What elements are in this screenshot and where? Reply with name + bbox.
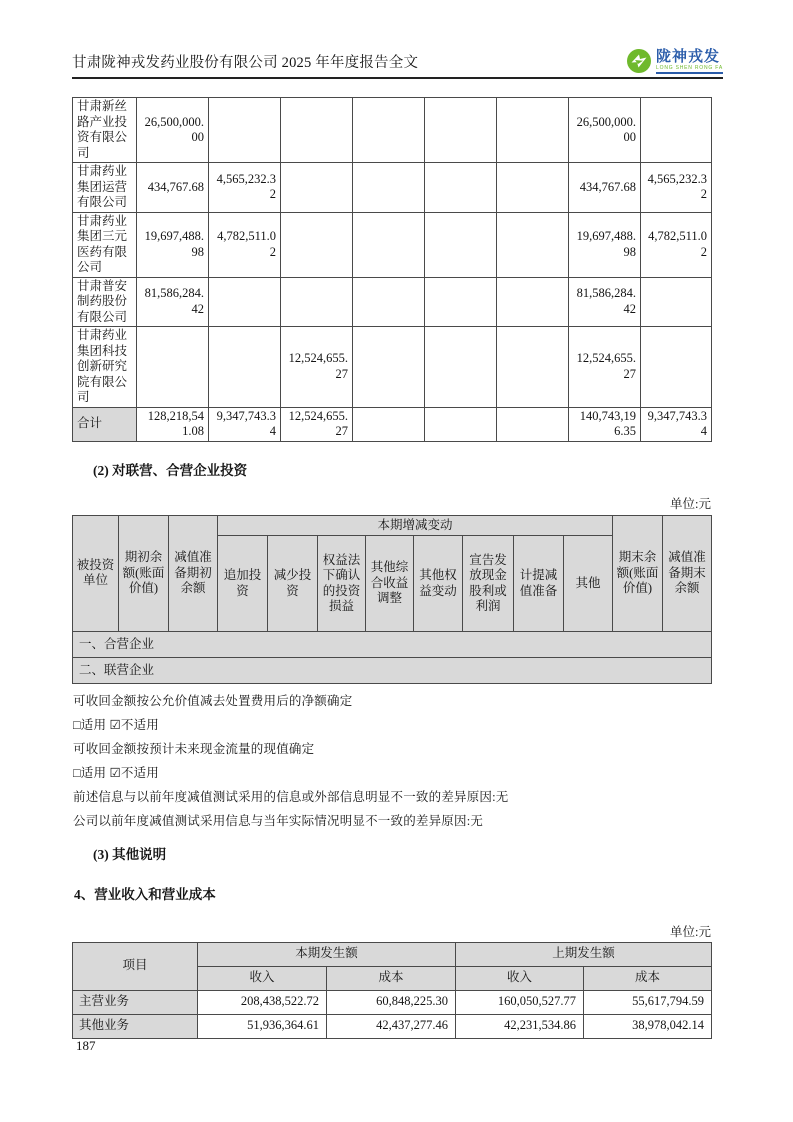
column-header: 被投资单位 bbox=[73, 515, 119, 632]
column-header: 成本 bbox=[327, 966, 456, 990]
amount-cell bbox=[497, 212, 569, 277]
table-row bbox=[73, 277, 712, 327]
column-header: 减值准备期初余额 bbox=[169, 515, 218, 632]
amount-cell bbox=[425, 407, 497, 441]
notes-block bbox=[73, 694, 793, 830]
total-label-cell: 合计 bbox=[73, 407, 137, 441]
column-header: 宣告发放现金股利或利润 bbox=[463, 536, 514, 632]
investee-name-cell: 甘肃新丝路产业投资有限公司 bbox=[73, 98, 137, 163]
amount-cell: 12,524,655.27 bbox=[569, 327, 641, 408]
amount-cell: 81,586,284.42 bbox=[137, 277, 209, 327]
amount-cell bbox=[425, 277, 497, 327]
column-header: 期末余额(账面价值) bbox=[613, 515, 663, 632]
amount-cell: 4,782,511.02 bbox=[209, 212, 281, 277]
amount-cell: 434,767.68 bbox=[569, 163, 641, 213]
column-header: 减值准备期末余额 bbox=[663, 515, 712, 632]
amount-cell bbox=[353, 163, 425, 213]
investee-name-cell: 甘肃药业集团科技创新研究院有限公司 bbox=[73, 327, 137, 408]
amount-cell: 12,524,655.27 bbox=[281, 407, 353, 441]
amount-cell bbox=[353, 277, 425, 327]
column-header: 收入 bbox=[456, 966, 584, 990]
amount-cell bbox=[353, 98, 425, 163]
amount-cell bbox=[281, 98, 353, 163]
table-row bbox=[73, 163, 712, 213]
table-row bbox=[73, 1014, 712, 1038]
note-line: 可收回金额按公允价值减去处置费用后的净额确定 bbox=[73, 694, 353, 708]
amount-cell bbox=[281, 212, 353, 277]
logo-text-en: LONG SHEN RONG FA bbox=[656, 64, 723, 71]
amount-cell: 128,218,541.08 bbox=[137, 407, 209, 441]
note-line-checkbox: □适用 ☑不适用 bbox=[73, 718, 159, 732]
table-header-row bbox=[73, 942, 712, 966]
amount-cell: 38,978,042.14 bbox=[584, 1014, 712, 1038]
amount-cell bbox=[497, 163, 569, 213]
category-label: 一、合营企业 bbox=[73, 632, 712, 658]
column-header: 项目 bbox=[73, 942, 198, 990]
amount-cell: 9,347,743.34 bbox=[641, 407, 712, 441]
table-header-row bbox=[73, 515, 712, 536]
column-header: 其他 bbox=[564, 536, 613, 632]
amount-cell bbox=[641, 327, 712, 408]
logo-bird-icon bbox=[626, 48, 652, 74]
column-header: 其他权益变动 bbox=[414, 536, 463, 632]
amount-cell: 4,565,232.32 bbox=[209, 163, 281, 213]
investee-name-cell: 甘肃药业集团运营有限公司 bbox=[73, 163, 137, 213]
category-row bbox=[73, 632, 712, 658]
amount-cell: 4,565,232.32 bbox=[641, 163, 712, 213]
amount-cell bbox=[641, 277, 712, 327]
amount-cell: 42,437,277.46 bbox=[327, 1014, 456, 1038]
unit-label: 单位:元 bbox=[670, 496, 711, 511]
page-content bbox=[0, 77, 793, 1039]
column-group-header: 本期发生额 bbox=[198, 942, 456, 966]
amount-cell bbox=[353, 407, 425, 441]
section-heading-other-notes: (3) 其他说明 bbox=[93, 846, 167, 862]
revenue-cost-table bbox=[72, 942, 712, 1039]
table-row bbox=[73, 327, 712, 408]
amount-cell: 55,617,794.59 bbox=[584, 990, 712, 1014]
amount-cell: 160,050,527.77 bbox=[456, 990, 584, 1014]
amount-cell: 19,697,488.98 bbox=[137, 212, 209, 277]
section-heading-joint-venture: (2) 对联营、合营企业投资 bbox=[93, 462, 248, 478]
amount-cell bbox=[353, 327, 425, 408]
note-line: 前述信息与以前年度减值测试采用的信息或外部信息明显不一致的差异原因:无 bbox=[73, 790, 509, 804]
category-label: 二、联营企业 bbox=[73, 658, 712, 684]
amount-cell: 9,347,743.34 bbox=[209, 407, 281, 441]
column-header: 计提减值准备 bbox=[514, 536, 564, 632]
amount-cell: 26,500,000.00 bbox=[137, 98, 209, 163]
row-label: 主营业务 bbox=[73, 990, 198, 1014]
amount-cell bbox=[497, 407, 569, 441]
column-header: 权益法下确认的投资损益 bbox=[318, 536, 366, 632]
investee-name-cell: 甘肃普安制药股份有限公司 bbox=[73, 277, 137, 327]
amount-cell bbox=[137, 327, 209, 408]
category-row bbox=[73, 658, 712, 684]
amount-cell bbox=[281, 277, 353, 327]
column-header: 追加投资 bbox=[218, 536, 268, 632]
amount-cell: 12,524,655.27 bbox=[281, 327, 353, 408]
amount-cell: 140,743,196.35 bbox=[569, 407, 641, 441]
amount-cell: 208,438,522.72 bbox=[198, 990, 327, 1014]
amount-cell bbox=[425, 163, 497, 213]
amount-cell: 60,848,225.30 bbox=[327, 990, 456, 1014]
amount-cell bbox=[209, 277, 281, 327]
joint-venture-table bbox=[72, 515, 712, 685]
note-line: 公司以前年度减值测试采用信息与当年实际情况明显不一致的差异原因:无 bbox=[73, 814, 484, 828]
logo-text bbox=[656, 49, 723, 74]
amount-cell bbox=[425, 327, 497, 408]
column-header: 其他综合收益调整 bbox=[366, 536, 414, 632]
table-row bbox=[73, 212, 712, 277]
amount-cell: 42,231,534.86 bbox=[456, 1014, 584, 1038]
amount-cell: 51,936,364.61 bbox=[198, 1014, 327, 1038]
amount-cell bbox=[425, 98, 497, 163]
table-row bbox=[73, 98, 712, 163]
column-group-header: 上期发生额 bbox=[456, 942, 712, 966]
page-number: 187 bbox=[76, 1038, 96, 1053]
amount-cell bbox=[425, 212, 497, 277]
amount-cell bbox=[281, 163, 353, 213]
column-header: 收入 bbox=[198, 966, 327, 990]
section-heading-revenue-cost: 4、营业收入和营业成本 bbox=[74, 886, 216, 902]
amount-cell: 19,697,488.98 bbox=[569, 212, 641, 277]
amount-cell: 434,767.68 bbox=[137, 163, 209, 213]
total-row bbox=[73, 407, 712, 441]
amount-cell: 81,586,284.42 bbox=[569, 277, 641, 327]
note-line-checkbox: □适用 ☑不适用 bbox=[73, 766, 159, 780]
unit-label: 单位:元 bbox=[670, 924, 711, 939]
column-header: 减少投资 bbox=[268, 536, 318, 632]
note-line: 可收回金额按预计未来现金流量的现值确定 bbox=[73, 742, 315, 756]
column-header: 成本 bbox=[584, 966, 712, 990]
amount-cell bbox=[209, 98, 281, 163]
amount-cell: 26,500,000.00 bbox=[569, 98, 641, 163]
amount-cell bbox=[209, 327, 281, 408]
column-header: 期初余额(账面价值) bbox=[119, 515, 169, 632]
amount-cell bbox=[497, 327, 569, 408]
row-label: 其他业务 bbox=[73, 1014, 198, 1038]
table-row bbox=[73, 990, 712, 1014]
amount-cell bbox=[497, 98, 569, 163]
company-logo bbox=[626, 48, 723, 77]
investee-name-cell: 甘肃药业集团三元医药有限公司 bbox=[73, 212, 137, 277]
amount-cell bbox=[641, 98, 712, 163]
amount-cell bbox=[497, 277, 569, 327]
column-group-header: 本期增减变动 bbox=[218, 515, 613, 536]
report-header bbox=[72, 42, 723, 79]
logo-text-cn: 陇神戎发 bbox=[656, 47, 721, 65]
amount-cell bbox=[353, 212, 425, 277]
page-title: 甘肃陇神戎发药业股份有限公司 2025 年年度报告全文 bbox=[72, 55, 419, 71]
subsidiary-investment-table bbox=[72, 97, 712, 442]
amount-cell: 4,782,511.02 bbox=[641, 212, 712, 277]
